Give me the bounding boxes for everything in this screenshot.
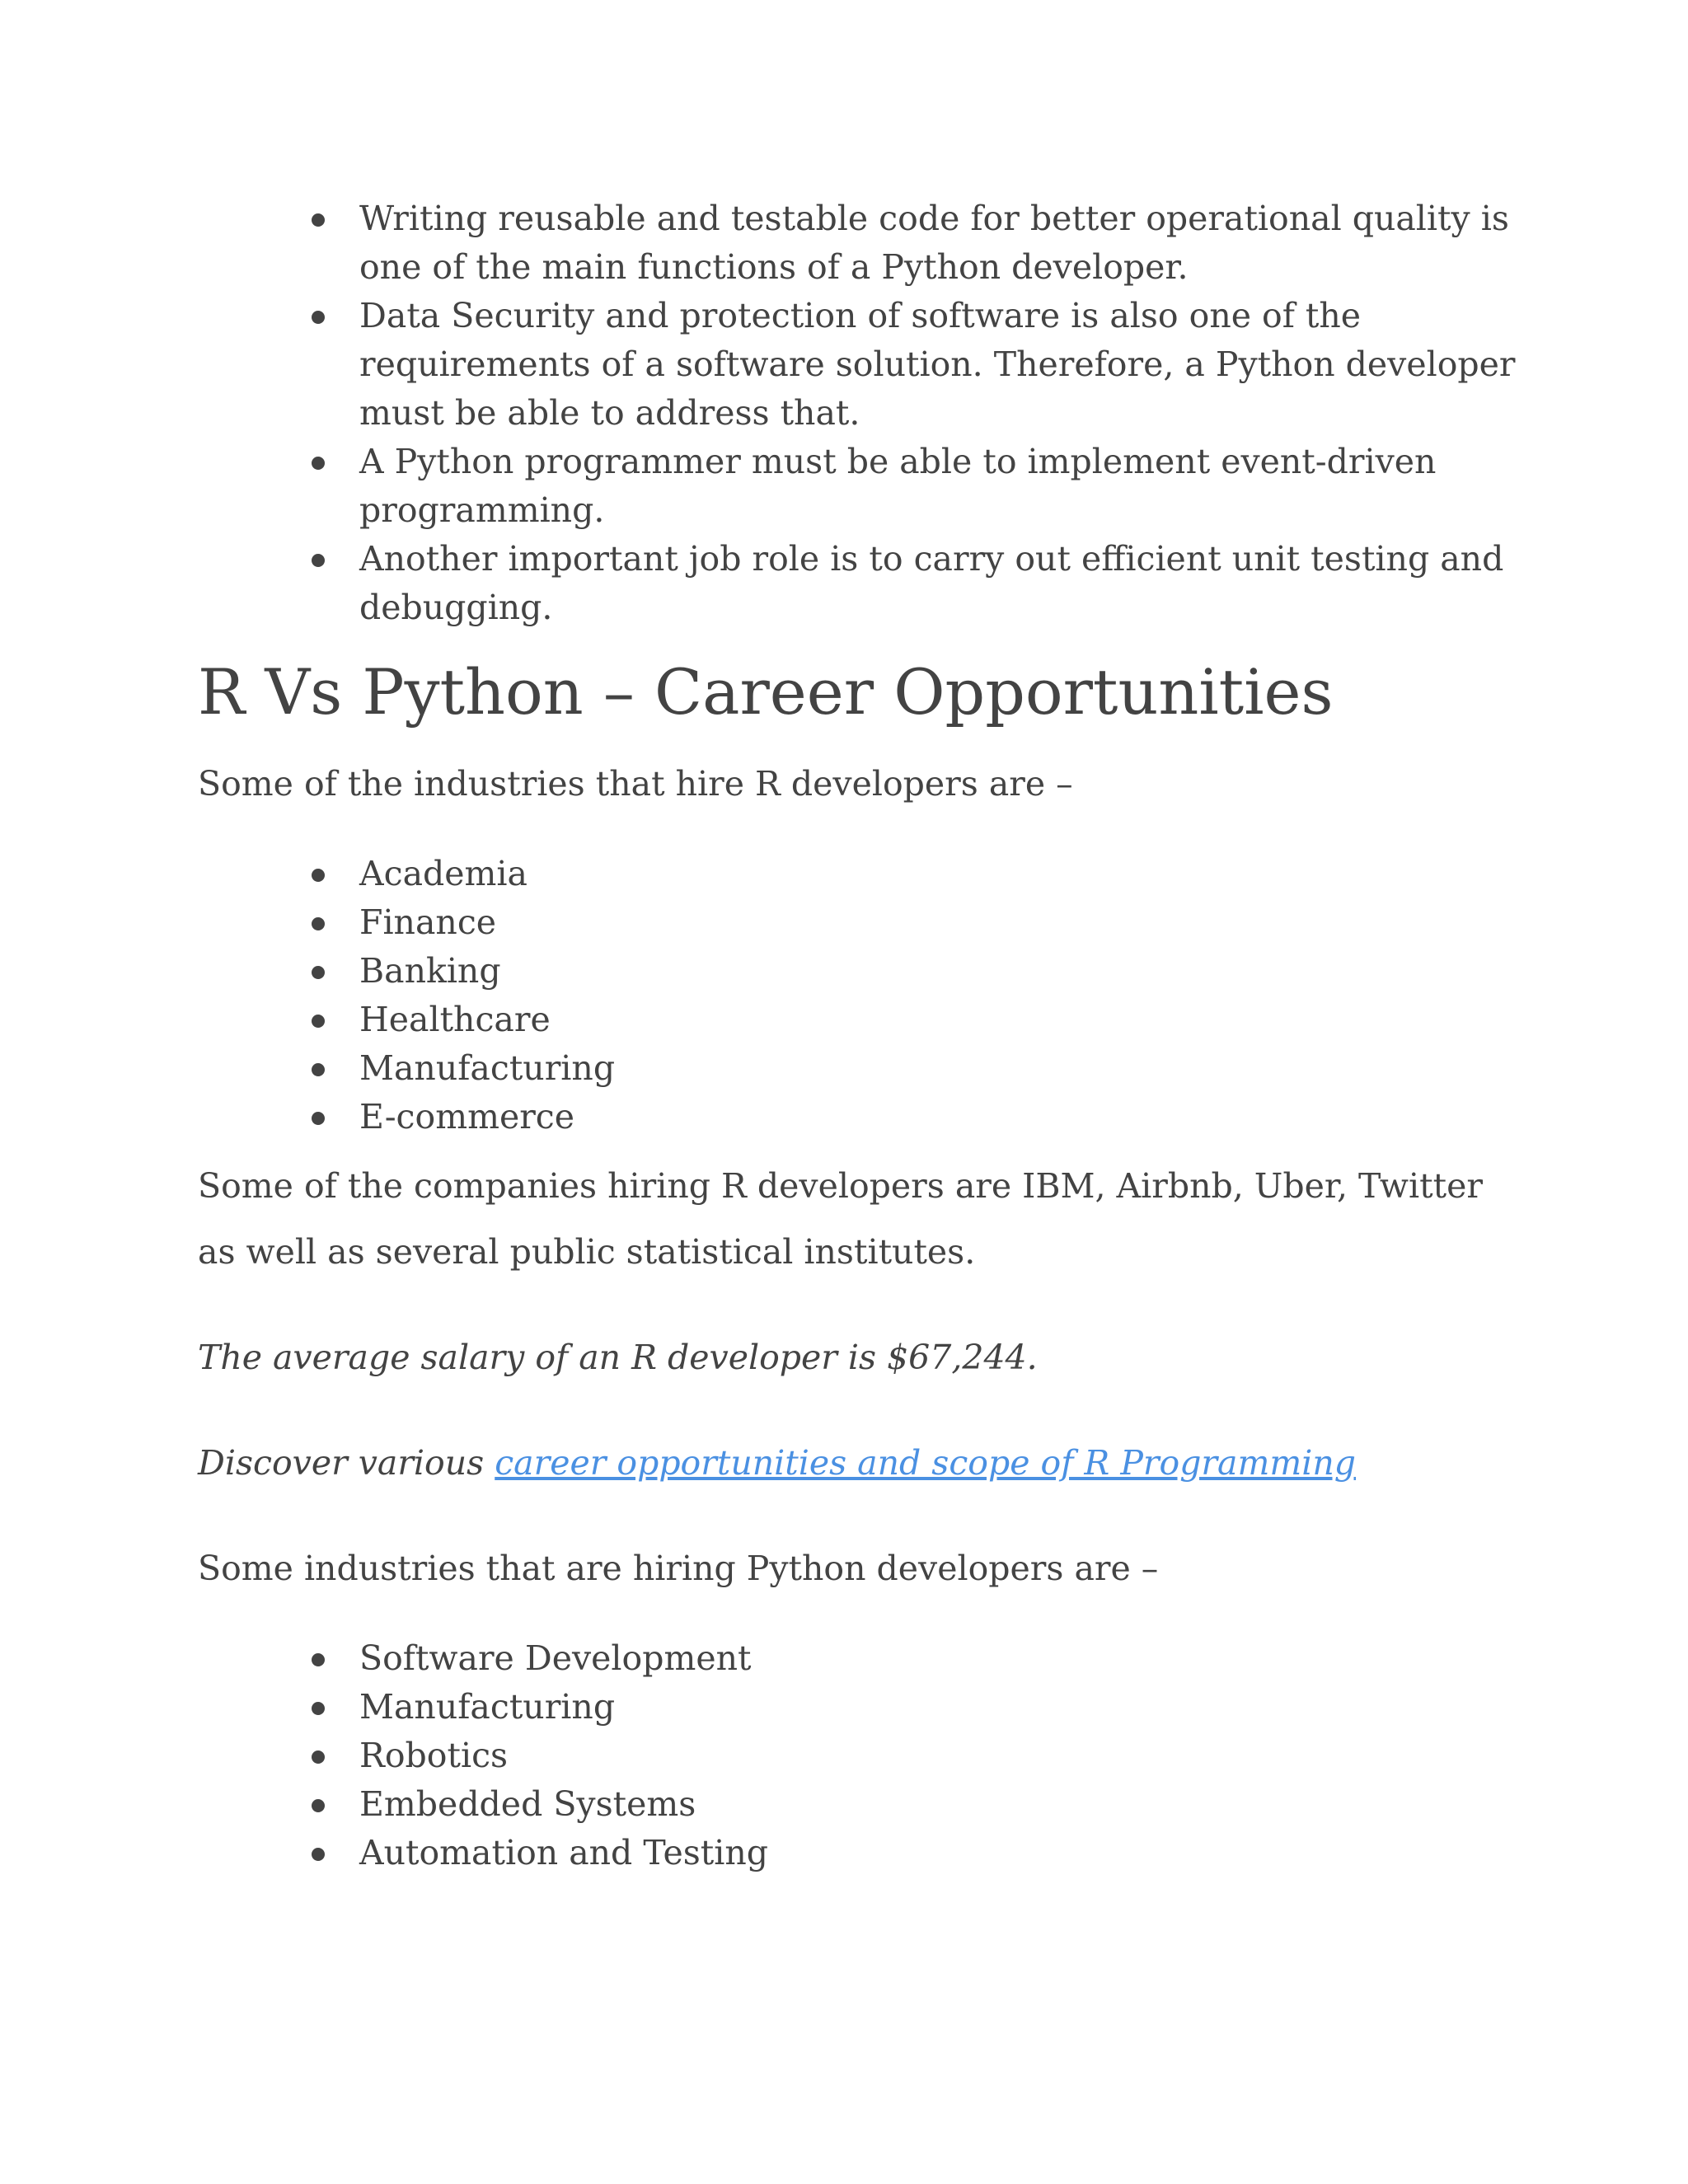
document-page: [198, 194, 1517, 1877]
list-item: Embedded Systems: [359, 1780, 1517, 1829]
bullet-icon: [312, 311, 325, 324]
bullet-icon: [312, 1112, 325, 1125]
bullet-icon: [312, 966, 325, 979]
r-career-link[interactable]: career opportunities and scope of R Programming: [495, 1443, 1356, 1483]
list-item: A Python programmer must be able to implement event-driven programming.: [359, 438, 1517, 535]
section-heading: R Vs Python – Career Opportunities: [198, 655, 1334, 729]
list-item: Data Security and protection of software is also one of the requirements of a software solution. Therefore, a Python developer must be able to address that.: [359, 292, 1517, 438]
list-item: Manufacturing: [359, 1044, 1517, 1093]
bullet-icon: [312, 213, 325, 227]
list-item: Finance: [359, 898, 1517, 947]
list-item: Writing reusable and testable code for better operational quality is one of the main functions of a Python developer.: [359, 194, 1517, 292]
list-item: Healthcare: [359, 996, 1517, 1044]
list-item: Academia: [359, 850, 1517, 898]
r-salary-paragraph: The average salary of an R developer is $67,244.: [198, 1338, 1038, 1377]
bullet-icon: [312, 869, 325, 882]
bullet-icon: [312, 1799, 325, 1812]
r-industries-list: [198, 850, 1517, 1141]
list-item: Manufacturing: [359, 1683, 1517, 1732]
python-industries-intro: Some industries that are hiring Python developers are –: [198, 1549, 1159, 1588]
bullet-icon: [312, 1750, 325, 1764]
bullet-icon: [312, 1702, 325, 1715]
list-item: Another important job role is to carry out efficient unit testing and debugging.: [359, 535, 1517, 632]
discover-paragraph: Discover various career opportunities and scope of R Programming: [198, 1443, 1356, 1483]
python-industries-list: [198, 1634, 1517, 1877]
bullet-icon: [312, 554, 325, 567]
bullet-icon: [312, 1653, 325, 1666]
bullet-icon: [312, 917, 325, 930]
bullet-icon: [312, 1015, 325, 1028]
r-companies-paragraph: Some of the companies hiring R developers are IBM, Airbnb, Uber, Twitter as well as several public statistical institutes.: [198, 1166, 1483, 1272]
list-item: Software Development: [359, 1634, 1517, 1683]
list-item: E-commerce: [359, 1093, 1517, 1141]
python-duties-list: [198, 194, 1517, 632]
list-item: Robotics: [359, 1732, 1517, 1780]
bullet-icon: [312, 1063, 325, 1076]
list-item: Banking: [359, 947, 1517, 996]
bullet-icon: [312, 1848, 325, 1861]
r-industries-intro: Some of the industries that hire R developers are –: [198, 764, 1073, 804]
list-item: Automation and Testing: [359, 1829, 1517, 1877]
bullet-icon: [312, 457, 325, 470]
